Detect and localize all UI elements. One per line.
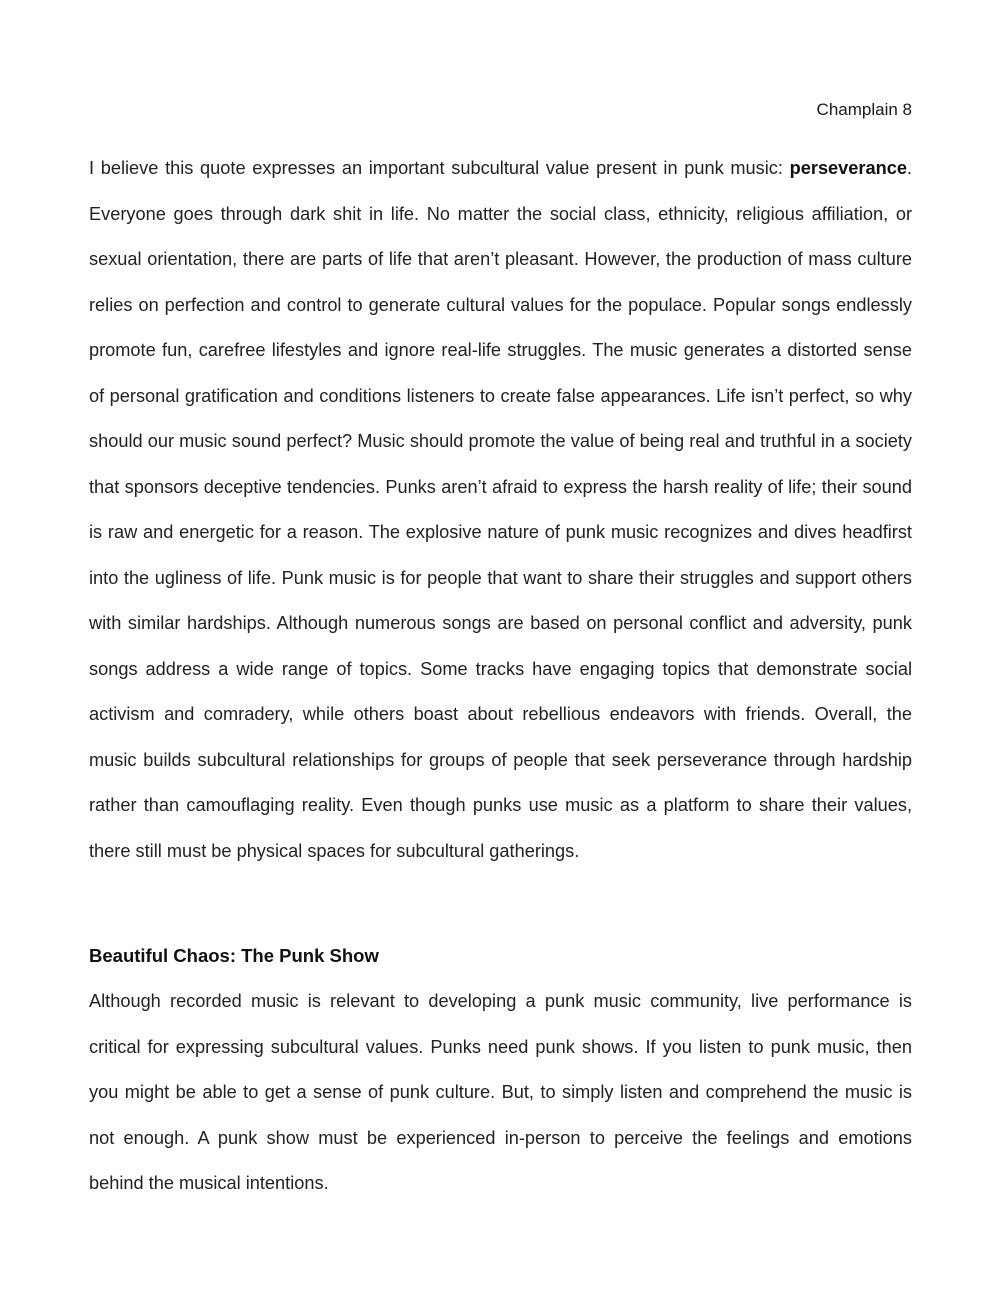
emphasis-perseverance: perseverance	[789, 158, 907, 178]
paragraph-1-lead: I believe this quote expresses an important subcultural value present in punk music:	[89, 158, 790, 178]
running-header: Champlain 8	[816, 100, 912, 119]
body-paragraph-1	[89, 146, 912, 874]
body-paragraph-2: Although recorded music is relevant to developing a punk music community, live performance is critical for expressing subcultural values. Punks need punk shows. If you listen to punk music, then you might be able to get a sense of punk culture. But, to simply listen and comprehend the music is not enough. A punk show must be experienced in-person to perceive the feelings and emotions behind the musical intentions.	[89, 991, 912, 1193]
section-heading: Beautiful Chaos: The Punk Show	[89, 945, 379, 966]
paragraph-1-rest: . Everyone goes through dark shit in life. No matter the social class, ethnicity, religious affiliation, or sexual orientation, there are parts of life that aren’t pleasant. However, the production of mass culture relies on perfection and control to generate cultural values for the populace. Popular songs endlessly promote fun, carefree lifestyles and ignore real-life struggles. The music generates a distorted sense of personal gratification and conditions listeners to create false appearances. Life isn’t perfect, so why should our music sound perfect? Music should promote the value of being real and truthful in a society that sponsors deceptive tendencies. Punks aren’t afraid to express the harsh reality of life; their sound is raw and energetic for a reason. The explosive nature of punk music recognizes and dives headfirst into the ugliness of life. Punk music is for people that want to share their struggles and support others with similar hardships. Although numerous songs are based on personal conflict and adversity, punk songs address a wide range of topics. Some tracks have engaging topics that demonstrate social activism and comradery, while others boast about rebellious endeavors with friends. Overall, the music builds subcultural relationships for groups of people that seek perseverance through hardship rather than camouflaging reality. Even though punks use music as a platform to share their values, there still must be physical spaces for subcultural gatherings.	[89, 158, 912, 861]
